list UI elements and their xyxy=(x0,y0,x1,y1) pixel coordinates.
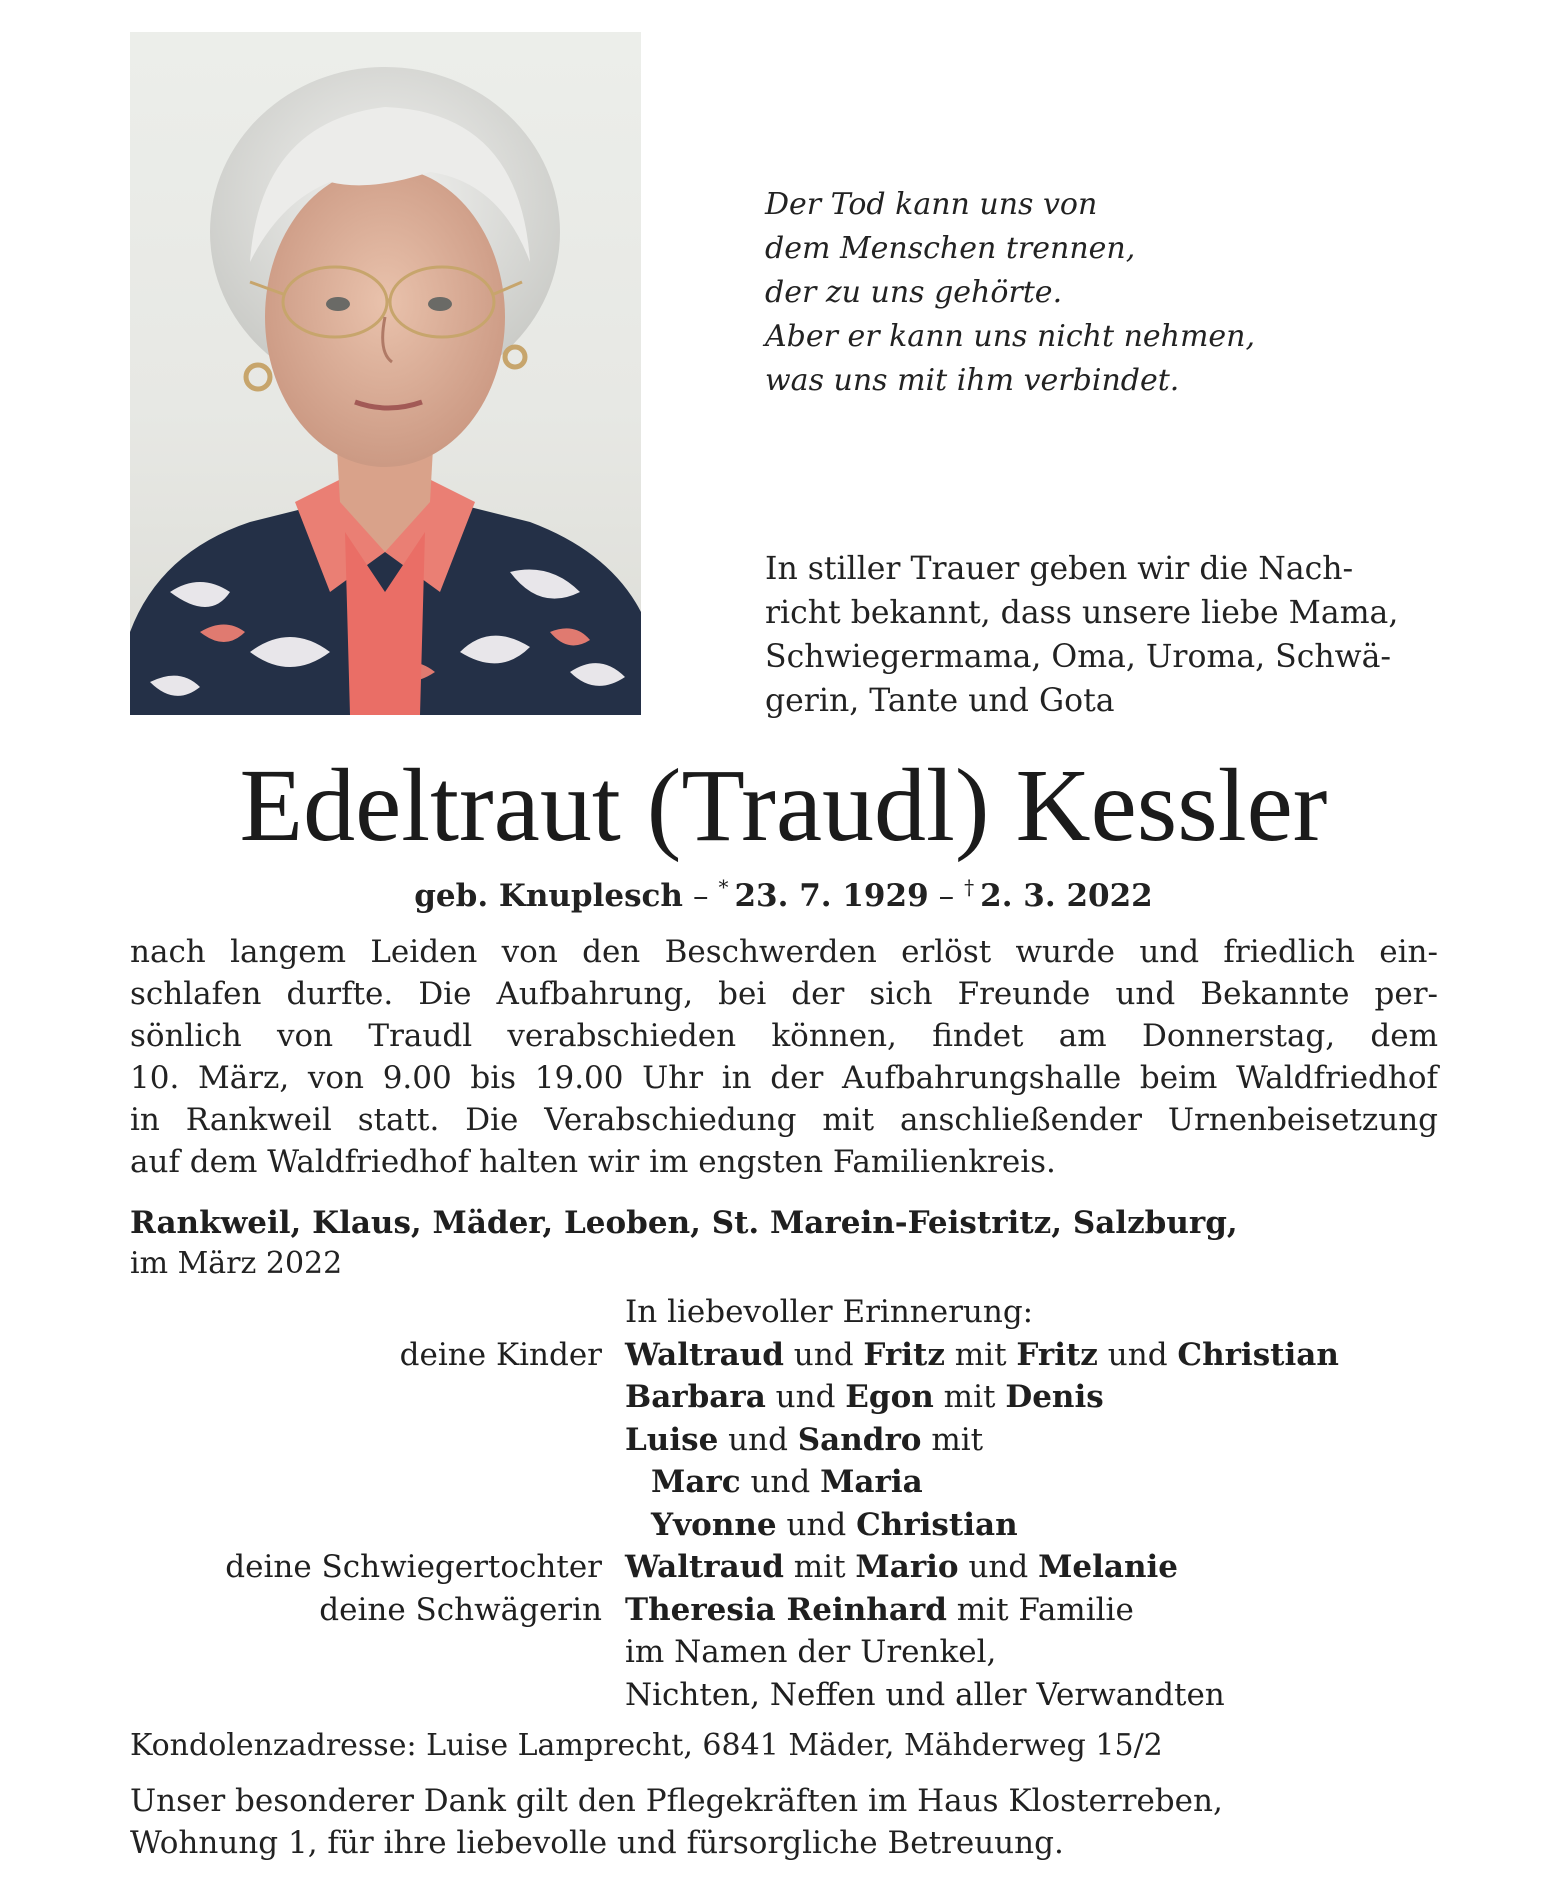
mourner-name: Denis xyxy=(1005,1379,1104,1415)
dash-separator: – xyxy=(938,878,955,914)
mourner-name: Waltraud xyxy=(625,1336,784,1373)
quote-line: Der Tod kann uns von xyxy=(765,187,1098,222)
connector-text: und xyxy=(765,1379,846,1415)
schwaegerin-row xyxy=(0,1589,1567,1632)
mourner-name: Christian xyxy=(1177,1336,1339,1373)
body-line: in Rankweil statt. Die Verabschiedung mit anschließender Urnenbeisetzung xyxy=(130,1102,1438,1138)
quote-line: dem Menschen trennen, xyxy=(765,231,1136,266)
mourner-name: Yvonne xyxy=(651,1506,777,1543)
relation-label: deine Schwägerin xyxy=(319,1591,602,1628)
maiden-name: geb. Knuplesch xyxy=(414,878,683,914)
closing-line: im Namen der Urenkel, xyxy=(625,1634,997,1670)
intro-line: Schwiegermama, Oma, Uroma, Schwä- xyxy=(765,639,1392,675)
connector-text: und xyxy=(958,1549,1039,1585)
mourners-heading-row xyxy=(0,1291,1567,1334)
closing-row xyxy=(0,1631,1567,1674)
body-line: nach langem Leiden von den Beschwerden erlöst wurde und friedlich ein- xyxy=(130,934,1438,970)
connector-text: mit xyxy=(944,1336,1017,1373)
mourner-name: Sandro xyxy=(797,1421,922,1458)
intro-line: In stiller Trauer geben wir die Nach- xyxy=(765,551,1354,587)
connector-text: mit xyxy=(921,1421,984,1458)
condolence-address: Kondolenzadresse: Luise Lamprecht, 6841 Mäder, Mähderweg 15/2 xyxy=(130,1728,1163,1763)
funeral-details xyxy=(130,931,1438,1183)
connector-text: mit xyxy=(783,1549,856,1585)
kinder-row xyxy=(0,1334,1567,1377)
body-line: 10. März, von 9.00 bis 19.00 Uhr in der Aufbahrungshalle beim Waldfriedhof xyxy=(130,1060,1438,1096)
portrait-photo xyxy=(130,32,641,715)
quote-line: Aber er kann uns nicht nehmen, xyxy=(765,319,1256,354)
body-line: auf dem Waldfriedhof halten wir im engsten Familienkreis. xyxy=(130,1144,1056,1180)
notice-date: im März 2022 xyxy=(130,1246,343,1281)
kinder-row xyxy=(0,1376,1567,1419)
closing-row xyxy=(0,1674,1567,1717)
thanks-note xyxy=(130,1780,1460,1864)
grandchildren-row xyxy=(0,1504,1567,1547)
mourner-name: Mario xyxy=(855,1549,959,1585)
life-dates xyxy=(0,865,1567,918)
connector-text: und xyxy=(776,1506,857,1543)
mourner-names xyxy=(625,1376,1104,1419)
connector-text: und xyxy=(783,1336,864,1373)
quote-line: der zu uns gehörte. xyxy=(765,275,1063,310)
thanks-line: Unser besonderer Dank gilt den Pflegekräften im Haus Klosterreben, xyxy=(130,1783,1223,1819)
mourners-list xyxy=(0,1291,1567,1716)
death-date: 2. 3. 2022 xyxy=(980,878,1153,914)
mourner-names xyxy=(625,1334,1339,1377)
memorial-quote xyxy=(765,183,1465,403)
portrait-icon xyxy=(130,32,641,715)
mourner-name: Maria xyxy=(820,1464,923,1500)
connector-text: mit Familie xyxy=(946,1591,1134,1628)
quote-line: was uns mit ihm verbindet. xyxy=(765,363,1180,398)
mourner-name: Luise xyxy=(625,1421,719,1458)
connector-text: und xyxy=(740,1464,821,1500)
connector-text: und xyxy=(1097,1336,1178,1373)
body-line: schlafen durfte. Die Aufbahrung, bei der sich Freunde und Bekannte per- xyxy=(130,976,1438,1012)
mourner-name: Christian xyxy=(856,1506,1018,1543)
deceased-name: Edeltraut (Traudl) Kessler xyxy=(239,748,1328,863)
kinder-row xyxy=(0,1419,1567,1462)
relation-label: deine Schwiegertochter xyxy=(225,1549,602,1585)
intro-line: richt bekannt, dass unsere liebe Mama, xyxy=(765,595,1399,631)
mourner-name: Melanie xyxy=(1038,1549,1179,1585)
mourner-name: Theresia Reinhard xyxy=(625,1591,947,1628)
mourner-names xyxy=(625,1589,1134,1632)
mourner-name: Barbara xyxy=(625,1379,766,1415)
connector-text: mit xyxy=(933,1379,1006,1415)
mourner-names xyxy=(651,1504,1018,1547)
thanks-line: Wohnung 1, für ihre liebevolle und fürsorgliche Betreuung. xyxy=(130,1825,1064,1861)
birth-date: 23. 7. 1929 xyxy=(734,878,929,914)
mourner-name: Waltraud xyxy=(625,1549,784,1585)
mourner-name: Egon xyxy=(845,1379,934,1415)
relation-label: deine Kinder xyxy=(399,1336,602,1373)
mourner-name: Fritz xyxy=(863,1336,945,1373)
grandchildren-row xyxy=(0,1461,1567,1504)
mourner-name: Marc xyxy=(651,1464,741,1500)
connector-text: und xyxy=(718,1421,798,1458)
died-symbol: † xyxy=(964,875,975,899)
mourner-names xyxy=(625,1419,983,1462)
schwiegertochter-row xyxy=(0,1546,1567,1589)
mourners-heading: In liebevoller Erinnerung: xyxy=(625,1294,1034,1330)
born-symbol: * xyxy=(718,875,729,899)
closing-line: Nichten, Neffen und aller Verwandten xyxy=(625,1676,1225,1713)
mourner-names xyxy=(651,1461,923,1504)
body-line: sönlich von Traudl verabschieden können, findet am Donnerstag, dem xyxy=(130,1018,1438,1054)
dash-separator: – xyxy=(692,878,709,914)
intro-line: gerin, Tante und Gota xyxy=(765,683,1115,719)
mourner-name: Fritz xyxy=(1016,1336,1098,1373)
announcement-intro xyxy=(765,547,1445,723)
mourner-names xyxy=(625,1546,1178,1589)
family-locations: Rankweil, Klaus, Mäder, Leoben, St. Marein-Feistritz, Salzburg, xyxy=(130,1205,1238,1241)
